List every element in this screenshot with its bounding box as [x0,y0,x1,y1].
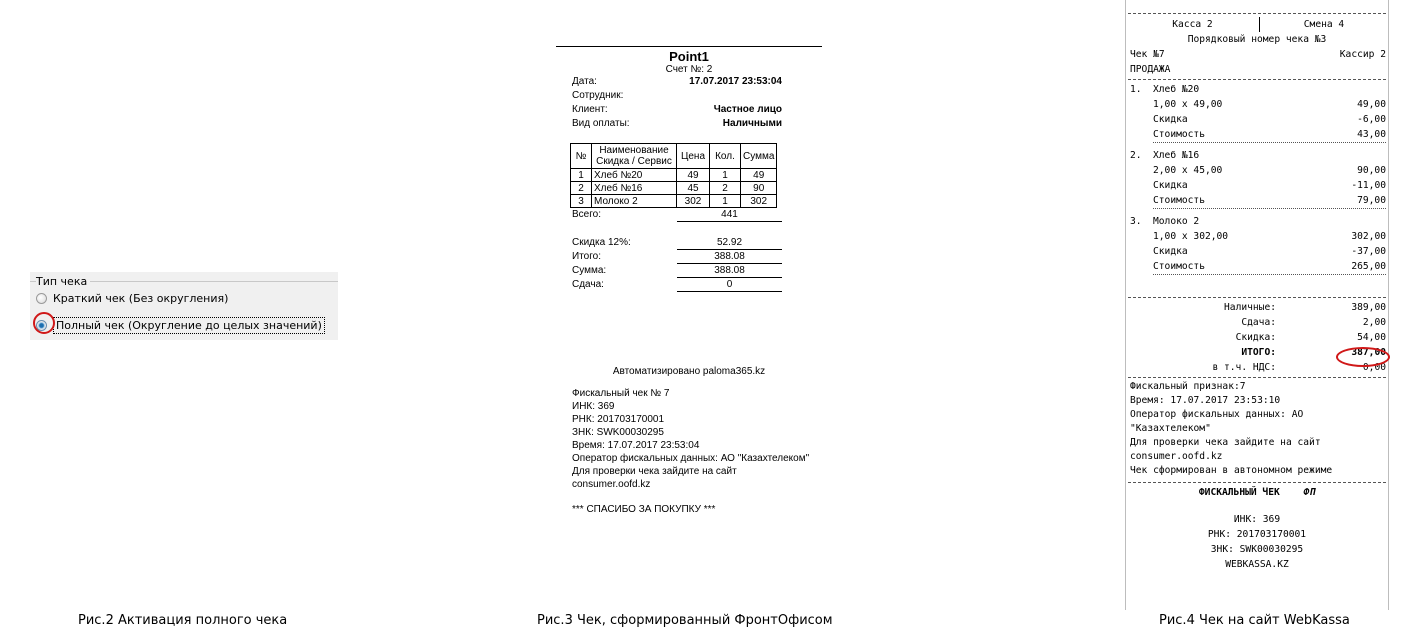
dashed-separator [1128,79,1386,80]
cell: 1 [710,169,741,182]
total-value: 387,00 [1351,347,1386,358]
cell: Молоко 2 [592,195,677,208]
fiscal-line: consumer.oofd.kz [1130,451,1223,462]
total-value: 0,00 [1362,362,1386,373]
totals-block [1126,300,1388,375]
cost-label: Стоимость [1153,195,1205,206]
cost-label: Стоимость [1153,261,1205,272]
qty-price: 2,00 x 45,00 [1153,165,1223,176]
col-header: Кол. [710,144,741,169]
caption-fig2: Рис.2 Активация полного чека [78,613,288,628]
discount-label: Скидка [1153,114,1188,125]
cell: 2 [571,182,592,195]
fiscal-line: consumer.oofd.kz [572,479,651,490]
total-row [556,208,822,222]
caption-fig4: Рис.4 Чек на сайт WebKassa [1159,613,1350,628]
footer-line: ЗНК: SWK00030295 [1210,544,1304,555]
summary-value: 0 [677,278,782,292]
highlight-circle [33,312,55,334]
highlight-ellipse [1336,347,1390,367]
table-row [571,195,777,208]
cell: 302 [677,195,710,208]
cell: 1 [571,169,592,182]
table-row [571,182,777,195]
field-label: Дата: [572,76,597,87]
summary-label: Сумма: [572,265,607,276]
total-label: ИТОГО: [1241,347,1276,358]
item-block [1126,214,1388,275]
fiscal-line: Для проверки чека зайдите на сайт [1130,437,1321,448]
fiscal-line: Фискальный чек № 7 [572,388,670,399]
top-rule [556,46,822,47]
total-label: в т.ч. НДС: [1212,362,1276,373]
item-amount: 90,00 [1357,165,1386,176]
field-value: Частное лицо [713,104,782,115]
fiscal-title: ФИСКАЛЬНЫЙ ЧЕК [1198,487,1280,498]
item-amount: 302,00 [1351,231,1386,242]
cell: 49 [741,169,777,182]
dashed-separator [1128,482,1386,483]
field-value: Наличными [722,118,782,129]
check-cashier-row [1126,47,1388,62]
fiscal-line: Оператор фискальных данных: АО "Казахтелеком" [572,453,810,464]
fiscal-line: Для проверки чека зайдите на сайт [572,466,737,477]
total-value: 389,00 [1351,302,1386,313]
field-label: Вид оплаты: [572,118,630,129]
item-qty-row [1126,229,1388,244]
summary-value: 52.92 [677,236,782,250]
item-qty-row [1126,97,1388,112]
item-block [1126,148,1388,209]
total-value: 441 [677,208,782,222]
fiscal-line: ЗНК: SWK00030295 [572,427,664,438]
summary-row [556,236,822,250]
thanks-line: *** СПАСИБО ЗА ПОКУПКУ *** [572,504,716,515]
total-label: Всего: [572,209,601,220]
col-header: Наименование Скидка / Сервис [592,144,677,169]
item-name: Хлеб №20 [1153,84,1200,95]
radio-full-receipt[interactable] [36,317,325,334]
item-name-row [1126,214,1388,229]
total-value: 54,00 [1357,332,1386,343]
qty-price: 1,00 x 49,00 [1153,99,1223,110]
fiscal-line: Фискальный признак:7 [1130,381,1246,392]
col-header: № [571,144,592,169]
automated-note: Автоматизировано paloma365.kz [612,366,766,377]
total-label: Сдача: [1241,317,1276,328]
operation-row [1126,62,1388,77]
dashed-separator [1128,377,1386,378]
cost-value: 43,00 [1357,129,1386,140]
field-payment [556,117,822,131]
item-name: Хлеб №16 [1153,150,1200,161]
cost-value: 265,00 [1351,261,1386,272]
field-employee [556,89,822,103]
summary-row [556,278,822,292]
item-name-row [1126,148,1388,163]
field-label: Клиент: [572,104,608,115]
discount-label: Скидка [1153,246,1188,257]
total-row [1126,330,1388,345]
kassa-shift-row [1126,17,1388,32]
cell: 2 [710,182,741,195]
fiscal-line: РНК: 201703170001 [572,414,665,425]
receipt-type-group [30,272,338,340]
fiscal-line: "Казахтелеком" [1130,423,1211,434]
total-label: Наличные: [1224,302,1276,313]
discount-value: -37,00 [1351,246,1386,257]
radio-short-receipt[interactable] [36,292,228,305]
dotted-separator [1153,142,1386,143]
item-cost-row [1126,127,1388,142]
fiscal-mark: ФП [1303,487,1316,498]
item-discount-row [1126,178,1388,193]
dashed-separator [1128,13,1386,14]
table-header [571,144,777,169]
radio-label: Полный чек (Округление до целых значений) [53,317,325,334]
dashed-separator [1128,297,1386,298]
fiscal-line: Чек сформирован в автономном режиме [1130,465,1333,476]
summary-row [556,250,822,264]
order-number: Порядковый номер чека №3 [1187,34,1327,45]
summary-label: Скидка 12%: [572,237,631,248]
fiscal-line: Время: 17.07.2017 23:53:04 [572,440,700,451]
summary-value: 388.08 [677,250,782,264]
item-name-row [1126,82,1388,97]
caption-fig3: Рис.3 Чек, сформированный ФронтОфисом [537,613,833,628]
cell: 90 [741,182,777,195]
cell: 1 [710,195,741,208]
total-value: 2,00 [1362,317,1386,328]
radio-unselected-icon[interactable] [36,293,47,304]
item-block [1126,82,1388,143]
items-table [570,143,777,208]
cashier: Кассир 2 [1339,49,1386,60]
fiscal-line: Оператор фискальных данных: АО [1130,409,1304,420]
discount-label: Скидка [1153,180,1188,191]
cell: 302 [741,195,777,208]
item-number: 3. [1130,216,1142,227]
cost-label: Стоимость [1153,129,1205,140]
fiscal-line: Время: 17.07.2017 23:53:10 [1130,395,1281,406]
item-cost-row [1126,259,1388,274]
discount-value: -11,00 [1351,180,1386,191]
operation-type: ПРОДАЖА [1130,64,1171,75]
kassa-label: Касса 2 [1126,17,1260,32]
table-row [571,169,777,182]
field-date [556,75,822,89]
field-label: Сотрудник: [572,90,624,101]
summary-row [556,264,822,278]
fiscal-block [556,387,822,516]
cost-value: 79,00 [1357,195,1386,206]
summary-label: Итого: [572,251,601,262]
receipt-title: Point1 [669,49,709,64]
total-label: Скидка: [1235,332,1276,343]
item-qty-row [1126,163,1388,178]
item-number: 2. [1130,150,1142,161]
fiscal-title-row [1126,485,1388,500]
cell: 3 [571,195,592,208]
frontoffice-receipt [556,46,822,516]
summary-value: 388.08 [677,264,782,278]
check-number: Чек №7 [1130,49,1165,60]
qty-price: 1,00 x 302,00 [1153,231,1229,242]
item-discount-row [1126,112,1388,127]
footer-line: РНК: 201703170001 [1207,529,1307,540]
total-row [1126,315,1388,330]
bill-number: Счет №: 2 [665,64,713,75]
fiscal-block [1126,380,1388,478]
item-number: 1. [1130,84,1142,95]
col-header: Цена [677,144,710,169]
shift-label: Смена 4 [1303,19,1345,30]
group-label: Тип чека [36,275,90,288]
webkassa-receipt [1125,0,1389,610]
cell: Хлеб №16 [592,182,677,195]
discount-value: -6,00 [1357,114,1386,125]
radio-label: Краткий чек (Без округления) [53,292,229,305]
col-header: Сумма [741,144,777,169]
total-row [1126,300,1388,315]
dotted-separator [1153,208,1386,209]
cell: 45 [677,182,710,195]
item-name: Молоко 2 [1153,216,1200,227]
footer-line: WEBKASSA.KZ [1225,559,1289,570]
footer-line: ИНК: 369 [1233,514,1281,525]
item-discount-row [1126,244,1388,259]
item-amount: 49,00 [1357,99,1386,110]
cell: 49 [677,169,710,182]
fiscal-line: ИНК: 369 [572,401,615,412]
cell: Хлеб №20 [592,169,677,182]
field-client [556,103,822,117]
field-value: 17.07.2017 23:53:04 [689,76,782,87]
item-cost-row [1126,193,1388,208]
summary-label: Сдача: [572,279,604,290]
